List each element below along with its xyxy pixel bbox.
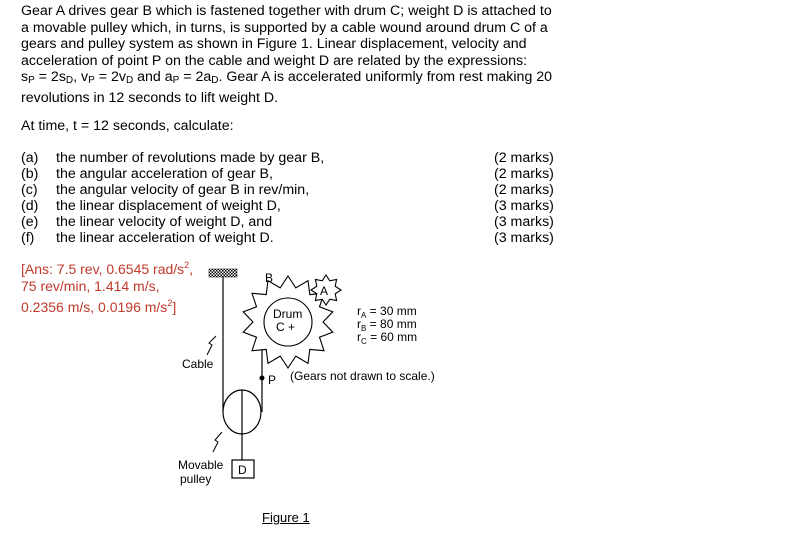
question-text: the linear acceleration of weight D. [56,230,274,246]
ceiling-support [209,269,237,277]
answer-text: [Ans: 7.5 rev, 0.6545 rad/s [21,261,185,277]
answer-text: 0.2356 m/s, 0.0196 m/s [21,299,168,315]
question-letter: (e) [21,214,39,230]
drum-c-label: C + [276,320,296,334]
eq-s: s [21,69,29,85]
eq-part: = 2a [179,69,212,85]
movable-label: Movable [178,458,224,472]
question-text: the number of revolutions made by gear B, [56,150,325,166]
scale-note: (Gears not drawn to scale.) [290,369,435,383]
cable-pointer [207,336,216,355]
problem-line: Gear A drives gear B which is fastened together with drum C; weight D is attached to [21,3,552,19]
label-p: P [268,373,277,387]
eq-sub-p: P [88,75,95,86]
eq-sub-d: D [65,75,74,86]
pulley-label: pulley [180,472,212,486]
question-text: the linear velocity of weight D, and [56,214,273,230]
eq-sub-d: D [211,75,219,86]
answer-text: ] [172,299,177,315]
question-marks: (3 marks) [494,214,554,230]
eq-part: , v [73,69,89,85]
answer-text: , [189,261,194,277]
pulley-pointer [213,432,222,452]
question-letter: (f) [21,230,35,246]
problem-line: acceleration of point P on the cable and weight D are related by the expressions: [21,52,528,69]
radius-a: $r_A = 30$ mm [357,304,417,320]
eq-part: = 2s [34,69,66,85]
eq-part: . Gear A is accelerated uniformly from rest making 20 [218,69,553,85]
question-marks: (3 marks) [494,198,554,214]
question-letter: (b) [21,166,39,182]
figure-caption: Figure 1 [262,510,310,525]
question-text: the angular velocity of gear B in rev/min, [56,182,310,198]
eq-sub-p: P [172,75,180,86]
question-letter: (c) [21,182,38,198]
answer-superscript: 2 [167,298,173,308]
eq-sub-p: P [28,75,35,86]
point-p [260,376,265,381]
question-marks: (3 marks) [494,230,554,246]
cable-label: Cable [182,357,214,371]
label-d: D [238,463,247,477]
radius-b: $r_B = 80$ mm [357,317,417,333]
time-instruction: At time, t = 12 seconds, calculate: [21,118,234,134]
question-letter: (d) [21,198,39,214]
question-marks: (2 marks) [494,182,554,198]
question-text: the linear displacement of weight D, [56,198,281,214]
label-b: B [265,271,274,285]
question-marks: (2 marks) [494,150,554,166]
problem-line: gears and pulley system as shown in Figure 1. Linear displacement, velocity and [21,36,527,52]
drum-label: Drum [273,307,303,321]
problem-line: a movable pulley which, in turns, is supported by a cable wound around drum C of a [21,19,548,36]
question-text: the angular acceleration of gear B, [56,166,273,182]
eq-sub-d: D [125,75,134,86]
question-marks: (2 marks) [494,166,554,182]
problem-line: revolutions in 12 seconds to lift weight D. [21,89,279,106]
eq-part: and a [133,69,173,85]
eq-part: = 2v [94,69,126,85]
question-letter: (a) [21,150,39,166]
answer-line: 75 rev/min, 1.414 m/s, [21,278,160,294]
label-a: A [320,284,329,298]
answer-superscript: 2 [184,260,190,270]
radius-c: $r_C = 60$ mm [357,330,418,346]
